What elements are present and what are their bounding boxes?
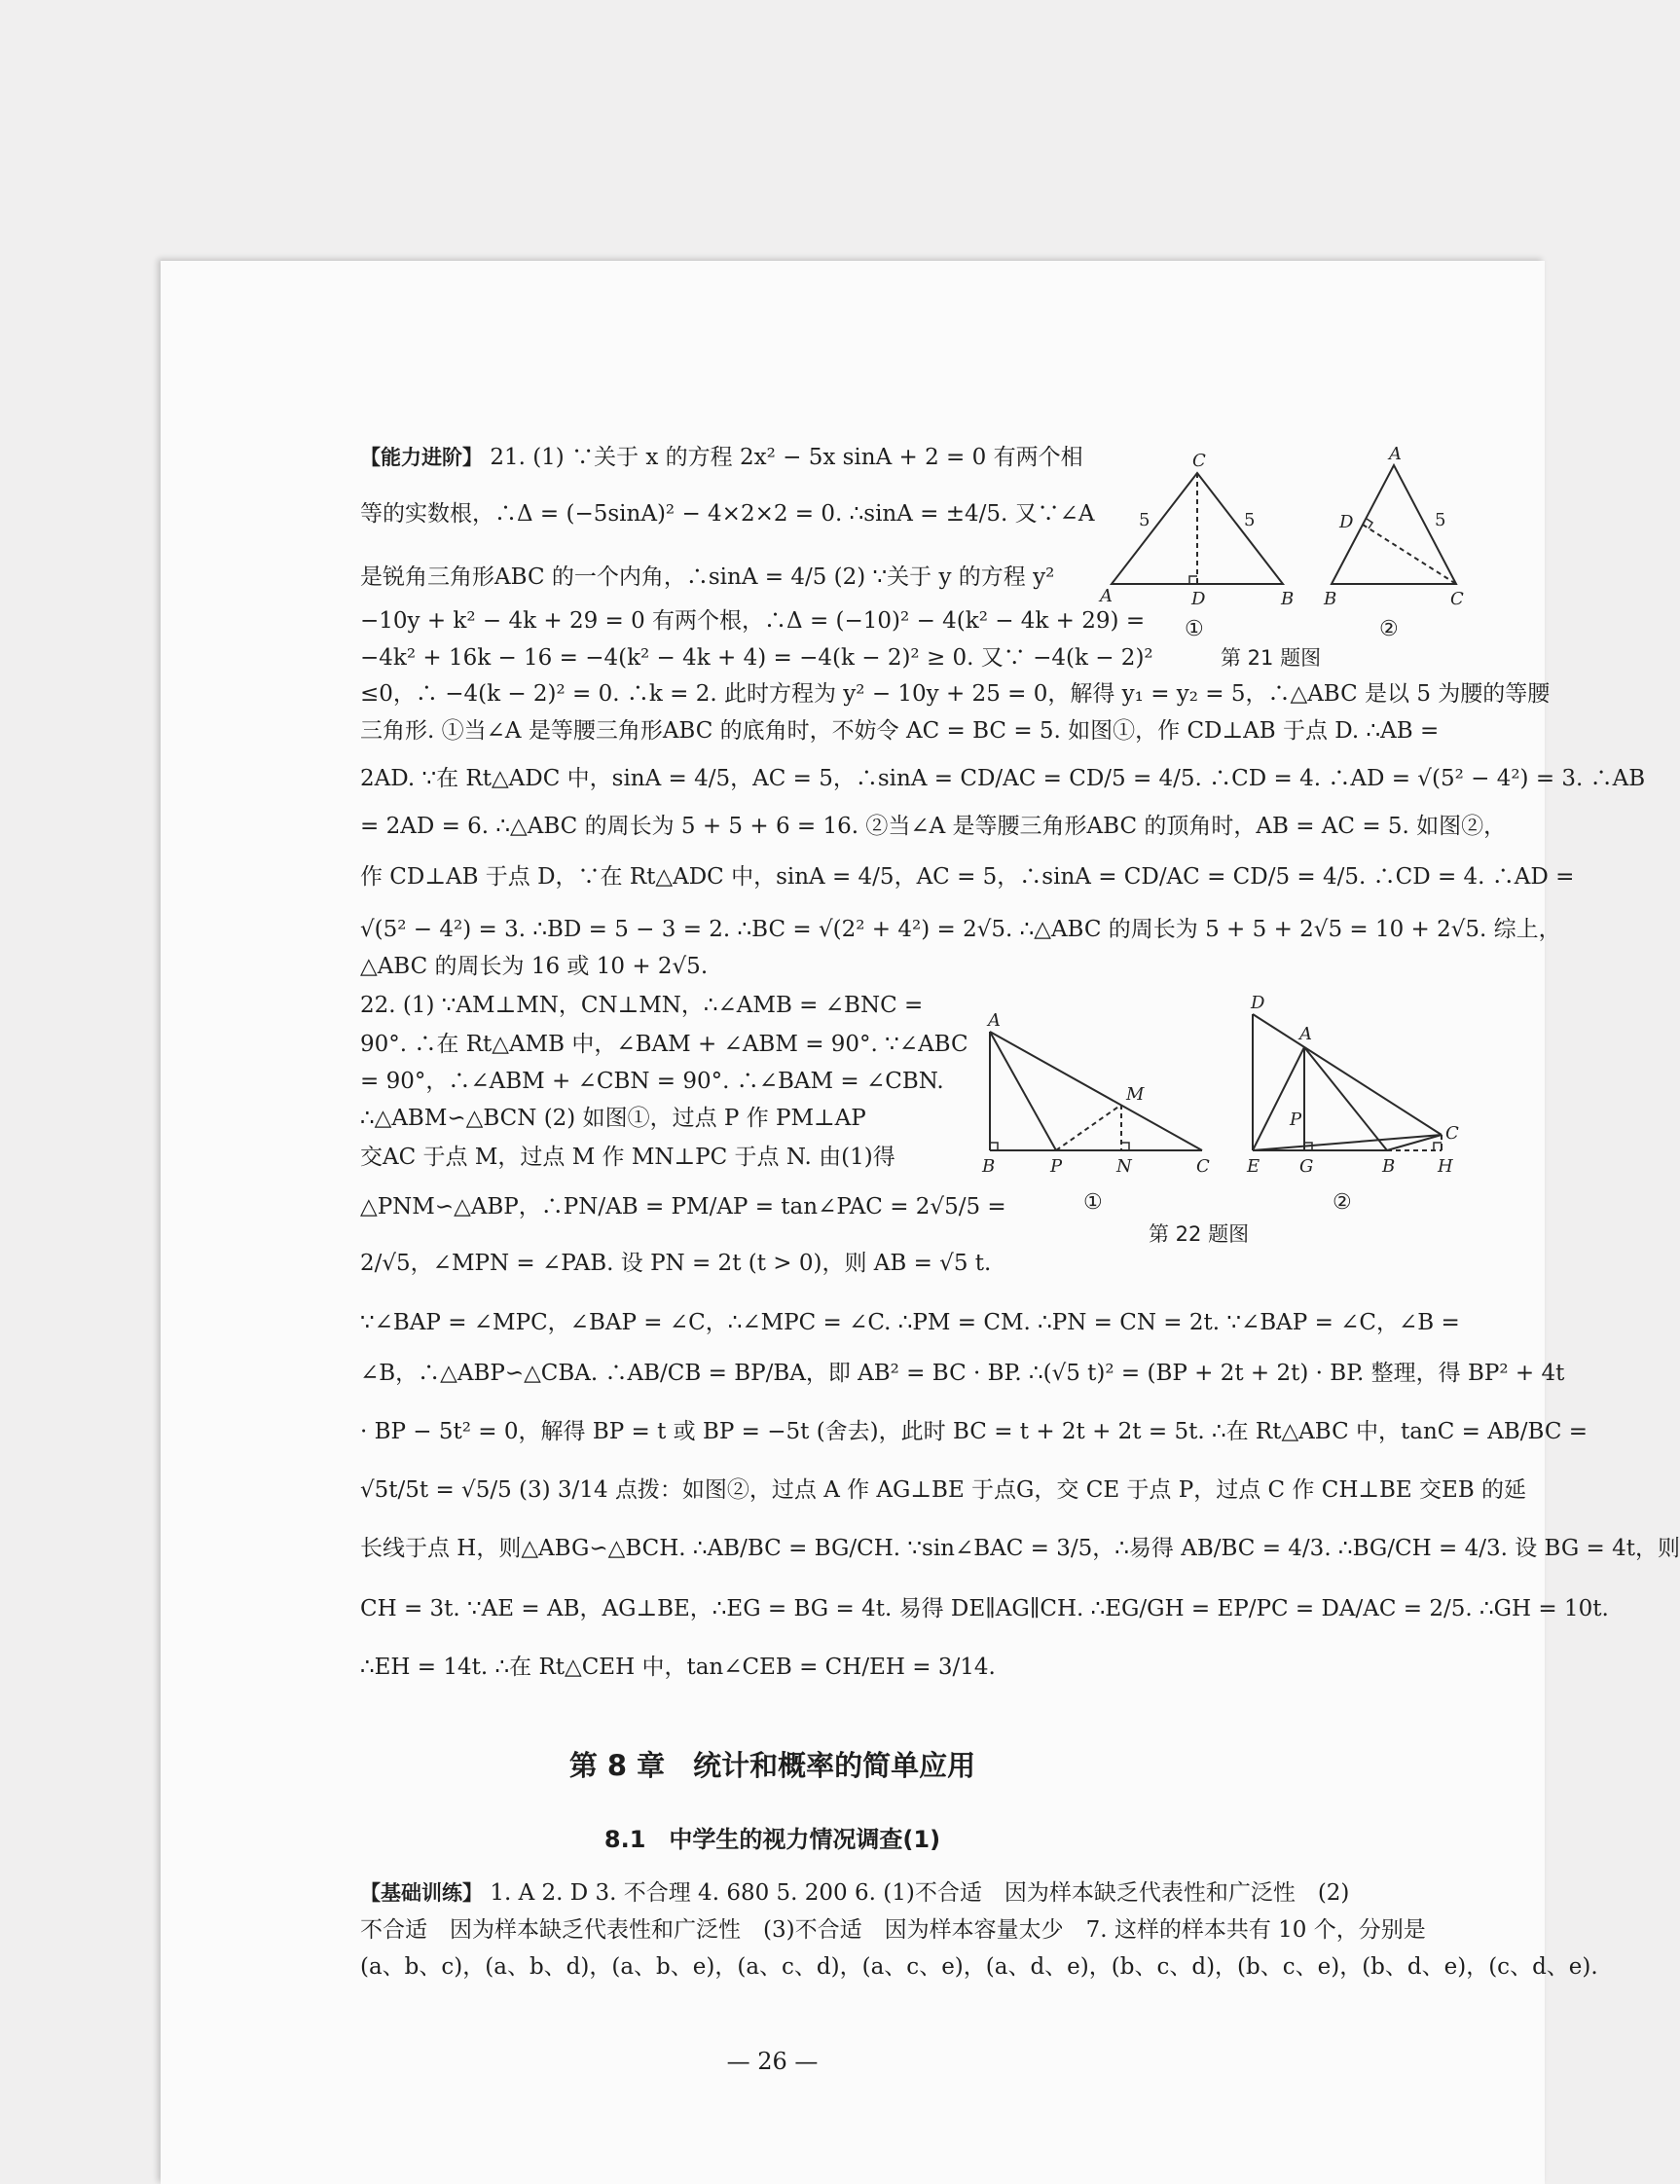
fig22r-label-B: B — [1382, 1156, 1396, 1177]
fig22-left-right-angle-B — [990, 1143, 998, 1150]
fig22-circ-1: ① — [1083, 1190, 1103, 1215]
p22-line-8: ∵∠BAP = ∠MPC，∠BAP = ∠C，∴∠MPC = ∠C. ∴PM = CM. ∴PN = CN = 2t. ∵∠BAP = ∠C，∠B = — [360, 1310, 1460, 1335]
p22-line-12: 长线于点 H，则△ABG∽△BCH. ∴AB/BC = BG/CH. ∵sin∠BAC = 3/5，∴易得 AB/BC = 4/3. ∴BG/CH = 4/3. 设 BG = 4t，则 — [360, 1536, 1680, 1561]
fig22-label-P: P — [1050, 1156, 1063, 1177]
p22-line-14: ∴EH = 14t. ∴在 Rt△CEH 中，tan∠CEB = CH/EH = 3/14. — [360, 1655, 996, 1680]
basic-line-3: (a、b、c)，(a、b、d)，(a、b、e)，(a、c、d)，(a、c、e)，(a、d、e)，(b、c、d)，(b、c、e)，(b、d、e)，(c、d、e). — [360, 1954, 1598, 1980]
fig21-label-5-left: 5 — [1139, 510, 1150, 530]
fig22r-label-H: H — [1438, 1156, 1453, 1177]
fig21r-label-B: B — [1324, 589, 1337, 609]
fig22-left-PM — [1056, 1105, 1121, 1150]
fig21-label-C: C — [1192, 451, 1206, 471]
basic-line-1-text: 1. A 2. D 3. 不合理 4. 680 5. 200 6. (1)不合适 因为样本缺乏代表性和广泛性 (2) — [490, 1880, 1350, 1906]
fig21-left-right-angle — [1189, 576, 1197, 584]
fig22r-label-D: D — [1251, 993, 1265, 1013]
p22-line-1: 22. (1) ∵AM⊥MN，CN⊥MN，∴∠AMB = ∠BNC = — [360, 993, 924, 1018]
fig22-label-A: A — [988, 1010, 1001, 1031]
figure-22-svg — [978, 991, 1484, 1224]
fig21-right-right-angle — [1367, 519, 1372, 528]
p22-line-4: ∴△ABM∽△BCN (2) 如图①，过点 P 作 PM⊥AP — [360, 1106, 866, 1131]
figure-21 — [1100, 446, 1479, 640]
section-title: 8.1 中学生的视力情况调查(1) — [603, 1826, 941, 1853]
p21-line-5: −4k² + 16k − 16 = −4(k² − 4k + 4) = −4(k − 2)² ≥ 0. 又∵ −4(k − 2)² — [360, 645, 1153, 671]
p21-line-8: 2AD. ∵在 Rt△ADC 中，sinA = 4/5，AC = 5，∴sinA = CD/AC = CD/5 = 4/5. ∴CD = 4. ∴AD = √(5² − 4²) = 3. ∴AB — [360, 766, 1646, 791]
fig22-right-AB — [1304, 1047, 1387, 1150]
figure-22 — [978, 991, 1484, 1224]
p21-line-6: ≤0，∴ −4(k − 2)² = 0. ∴k = 2. 此时方程为 y² − 10y + 25 = 0，解得 y₁ = y₂ = 5，∴△ABC 是以 5 为腰的等腰 — [360, 681, 1551, 707]
fig22-right-right-angle-H — [1434, 1143, 1442, 1150]
fig21r-label-C: C — [1450, 589, 1464, 609]
fig22r-label-C: C — [1445, 1123, 1459, 1144]
fig22r-label-P: P — [1290, 1110, 1302, 1130]
fig22r-label-A: A — [1299, 1024, 1312, 1044]
p21-line-12: △ABC 的周长为 16 或 10 + 2√5. — [360, 954, 709, 979]
fig21r-label-5: 5 — [1435, 510, 1446, 530]
p21-line-1 — [360, 435, 1110, 480]
basic-line-2: 不合适 因为样本缺乏代表性和广泛性 (3)不合适 因为样本容量太少 7. 这样的样本共有 10 个，分别是 — [360, 1917, 1426, 1943]
p21-line-1-text: 21. (1) ∵关于 x 的方程 2x² − 5x sinA + 2 = 0 有两个相 — [490, 445, 1083, 470]
p21-line-3: 是锐角三角形ABC 的一个内角，∴sinA = 4/5 (2) ∵关于 y 的方程 y² — [360, 564, 1055, 590]
fig21r-label-D: D — [1339, 512, 1354, 532]
fig21-label-A: A — [1100, 586, 1113, 606]
p21-line-9: = 2AD = 6. ∴△ABC 的周长为 5 + 5 + 6 = 16. ②当∠A 是等腰三角形ABC 的顶角时，AB = AC = 5. 如图②， — [360, 814, 1507, 839]
fig22-left-AC — [990, 1032, 1202, 1150]
chapter-title: 第 8 章 统计和概率的简单应用 — [568, 1749, 976, 1782]
p21-line-7: 三角形. ①当∠A 是等腰三角形ABC 的底角时，不妨令 AC = BC = 5. 如图①，作 CD⊥AB 于点 D. ∴AB = — [360, 718, 1440, 744]
p22-line-2: 90°. ∴在 Rt△AMB 中，∠BAM + ∠ABM = 90°. ∵∠ABC — [360, 1032, 968, 1057]
section-tag-ability: 【能力进阶】 — [360, 446, 483, 469]
fig22r-label-E: E — [1247, 1156, 1260, 1177]
fig21r-label-A: A — [1389, 444, 1402, 464]
p21-line-2: 等的实数根，∴Δ = (−5sinA)² − 4×2×2 = 0. ∴sinA = ±4/5. 又∵∠A — [360, 501, 1095, 527]
figure-22-caption: 第 22 题图 — [1149, 1222, 1250, 1246]
p22-line-6: △PNM∽△ABP，∴PN/AB = PM/AP = tan∠PAC = 2√5/5 = — [360, 1194, 1006, 1219]
fig22-circ-2: ② — [1333, 1190, 1352, 1215]
fig21-right-altitude — [1363, 525, 1456, 584]
p22-line-7: 2/√5，∠MPN = ∠PAB. 设 PN = 2t (t > 0)，则 AB = √5 t. — [360, 1251, 992, 1276]
p22-line-13: CH = 3t. ∵AE = AB，AG⊥BE，∴EG = BG = 4t. 易得 DE∥AG∥CH. ∴EG/GH = EP/PC = DA/AC = 2/5. ∴GH = 10t. — [360, 1596, 1609, 1621]
p21-line-11: √(5² − 4²) = 3. ∴BD = 5 − 3 = 2. ∴BC = √(2² + 4²) = 2√5. ∴△ABC 的周长为 5 + 5 + 2√5 = 10 + 2√5. 综上， — [360, 917, 1561, 942]
fig21-label-B: B — [1281, 589, 1295, 609]
fig21-circ-1: ① — [1185, 617, 1204, 641]
fig22-right-DC — [1253, 1014, 1442, 1135]
fig22r-label-G: G — [1299, 1156, 1314, 1177]
fig22-left-right-angle-N — [1121, 1143, 1129, 1150]
p22-line-11: √5t/5t = √5/5 (3) 3/14 点拨：如图②，过点 A 作 AG⊥BE 于点G，交 CE 于点 P，过点 C 作 CH⊥BE 交EB 的延 — [360, 1477, 1527, 1503]
fig21-circ-2: ② — [1379, 617, 1399, 641]
section-tag-basic: 【基础训练】 — [360, 1881, 483, 1905]
fig21-label-D: D — [1191, 589, 1206, 609]
p22-line-10: · BP − 5t² = 0，解得 BP = t 或 BP = −5t (舍去)，此时 BC = t + 2t + 2t = 5t. ∴在 Rt△ABC 中，tanC = AB/BC = — [360, 1419, 1589, 1444]
figure-21-caption: 第 21 题图 — [1221, 646, 1322, 670]
fig22-label-B: B — [982, 1156, 996, 1177]
fig22-label-M: M — [1126, 1084, 1145, 1105]
fig22-label-C: C — [1196, 1156, 1210, 1177]
p21-line-4: −10y + k² − 4k + 29 = 0 有两个根，∴Δ = (−10)² − 4(k² − 4k + 29) = — [360, 608, 1146, 634]
fig22-right-AE — [1253, 1047, 1304, 1150]
p22-line-9: ∠B，∴△ABP∽△CBA. ∴AB/CB = BP/BA，即 AB² = BC · BP. ∴(√5 t)² = (BP + 2t + 2t) · BP. 整理，得 BP² + 4t — [360, 1361, 1565, 1386]
p22-line-3: = 90°，∴∠ABM + ∠CBN = 90°. ∴∠BAM = ∠CBN. — [360, 1069, 944, 1094]
p21-line-10: 作 CD⊥AB 于点 D，∵在 Rt△ADC 中，sinA = 4/5，AC = 5，∴sinA = CD/AC = CD/5 = 4/5. ∴CD = 4. ∴AD = — [360, 864, 1575, 890]
fig21-label-5-right: 5 — [1244, 510, 1256, 530]
figure-21-svg — [1100, 446, 1479, 640]
p22-line-5: 交AC 于点 M，过点 M 作 MN⊥PC 于点 N. 由(1)得 — [360, 1145, 895, 1170]
fig22-label-N: N — [1116, 1156, 1132, 1177]
page-number: — 26 — — [726, 2048, 819, 2075]
